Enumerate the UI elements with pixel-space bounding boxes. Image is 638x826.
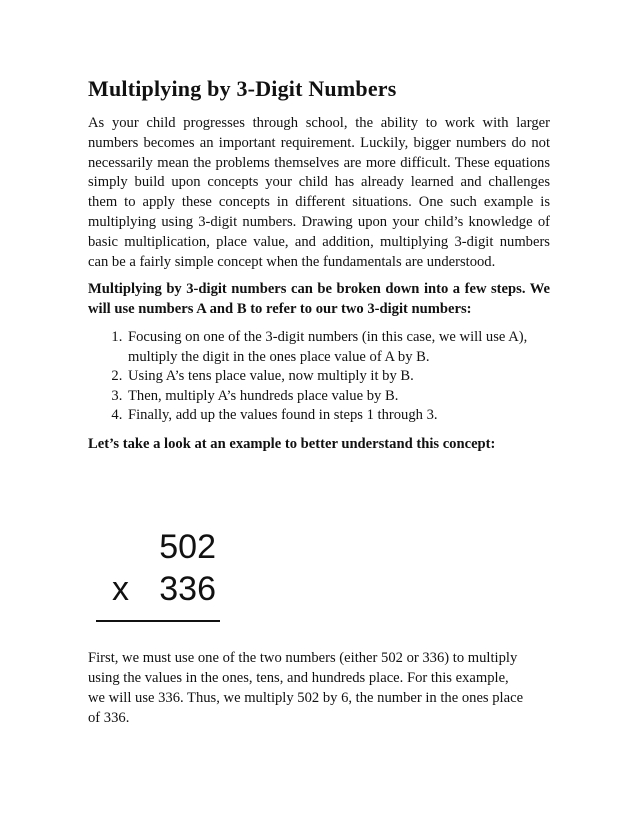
closing-paragraph: First, we must use one of the two numbers (either 502 or 336) to multiply using the values in the ones, tens, and hundreds place. For this example, we will use 336. Thus, we multiply 502 by 6, the number in the ones place of 336. [88, 650, 524, 726]
multiplier: 336 [159, 570, 216, 608]
page-title: Multiplying by 3-Digit Numbers [88, 76, 397, 101]
multiplicand: 502 [159, 528, 216, 566]
steps-list [88, 328, 550, 426]
intro-paragraph: As your child progresses through school, the ability to work with larger numbers becomes an important requirement. Luckily, bigger numbers do not necessarily mean the problems themselves are more difficult. These equations simply build upon concepts your child has already learned and challenges them to apply these concepts in different situations. One such example is multiplying using 3-digit numbers. Drawing upon your child’s knowledge of basic multiplication, place value, and addition, multiplying 3-digit numbers can be a fairly simple concept when the fundamentals are understood. [88, 115, 550, 270]
steps-intro-paragraph: Multiplying by 3-digit numbers can be broken down into a few steps. We will use numbers A and B to refer to our two 3-digit numbers: [88, 281, 550, 318]
document-page [88, 76, 550, 454]
multiply-operator: x [112, 570, 129, 608]
example-lead: Let’s take a look at an example to better understand this concept: [88, 435, 496, 452]
step-item: 1. Focusing on one of the 3-digit numbers (in this case, we will use A), multiply the digit in the ones place value of A by B. [126, 328, 550, 367]
step-item: 2. Using A’s tens place value, now multiply it by B. [126, 367, 550, 387]
step-item: 3. Then, multiply A’s hundreds place value by B. [126, 387, 550, 407]
problem-rule [96, 620, 220, 622]
multiplication-problem [96, 528, 220, 628]
step-item: 4. Finally, add up the values found in steps 1 through 3. [126, 406, 550, 426]
